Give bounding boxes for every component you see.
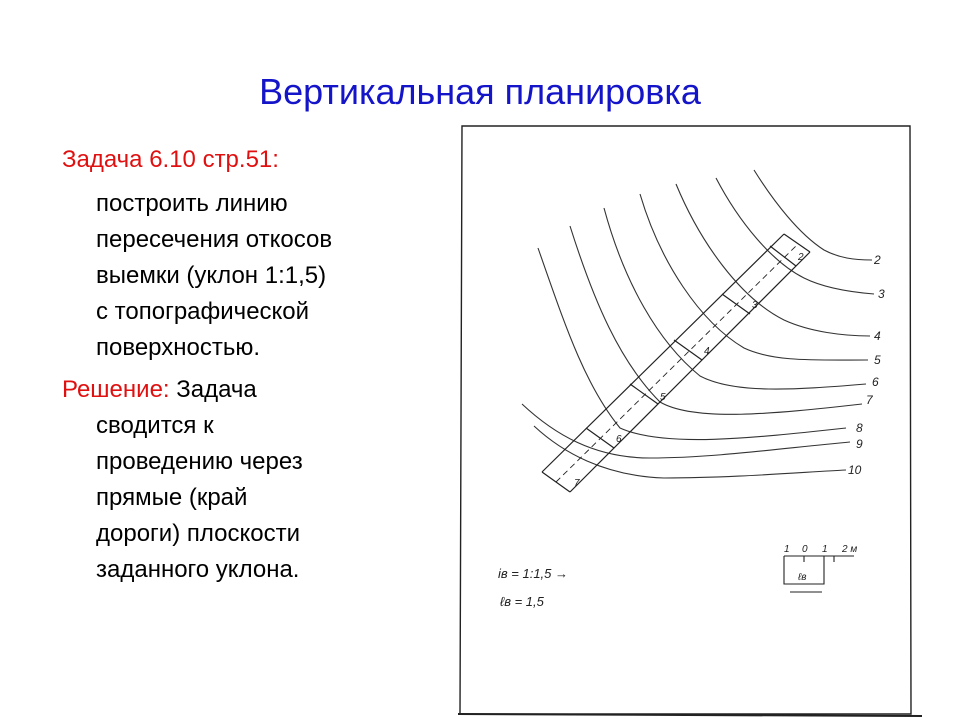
solution-line: прямые (край bbox=[96, 484, 248, 511]
solution-line: дороги) плоскости bbox=[96, 520, 300, 547]
task-line: с топографической bbox=[96, 298, 310, 325]
slope-notes bbox=[498, 566, 568, 609]
slide-title: Вертикальная планировка bbox=[259, 71, 701, 112]
contour-labels bbox=[848, 253, 885, 477]
solution-label: Решение: bbox=[62, 376, 170, 403]
solution-body bbox=[96, 408, 422, 588]
task-line: выемки (уклон 1:1,5) bbox=[96, 262, 327, 289]
scale-bar bbox=[784, 556, 854, 592]
task-line: построить линию bbox=[96, 190, 288, 217]
topographic-drawing bbox=[454, 122, 926, 720]
contour-label: 10 bbox=[848, 463, 862, 477]
solution-line: сводится к bbox=[96, 412, 214, 439]
task-body bbox=[96, 186, 422, 366]
slope-note: iв = 1:1,5 → bbox=[498, 566, 569, 581]
ratio-note: ℓв = 1,5 bbox=[500, 594, 544, 609]
road-mark: 2 bbox=[798, 252, 804, 263]
road-mark: 4 bbox=[704, 346, 710, 357]
contour-label: 5 bbox=[874, 353, 881, 367]
scale-tick: 0 bbox=[802, 544, 808, 555]
contour-label: 8 bbox=[856, 421, 863, 435]
solution-line: проведению через bbox=[96, 448, 303, 475]
contour-label: 6 bbox=[872, 375, 879, 389]
road-mark: 5 bbox=[660, 392, 666, 403]
text-block bbox=[62, 142, 422, 588]
task-line: поверхностью. bbox=[96, 334, 261, 361]
contour-label: 9 bbox=[856, 437, 863, 451]
task-heading: Задача 6.10 стр.51: bbox=[62, 146, 279, 173]
task-line: пересечения откосов bbox=[96, 226, 333, 253]
road-mark: 6 bbox=[616, 434, 622, 445]
road-mark: 3 bbox=[752, 300, 758, 311]
contour-lines bbox=[522, 170, 874, 478]
solution bbox=[62, 372, 422, 588]
contour-label: 2 bbox=[874, 253, 881, 267]
scale-tick: 2 м bbox=[842, 544, 858, 555]
solution-first: Задача bbox=[176, 376, 257, 403]
scale-tick: 1 bbox=[822, 544, 828, 555]
scale-label: ℓв bbox=[798, 572, 807, 583]
solution-line: заданного уклона. bbox=[96, 556, 300, 583]
scale-labels bbox=[784, 544, 857, 583]
contour-label: 7 bbox=[866, 393, 873, 407]
contour-label: 3 bbox=[878, 287, 885, 301]
scale-tick: 1 bbox=[784, 544, 790, 555]
road-strip bbox=[542, 234, 810, 492]
contour-label: 4 bbox=[874, 329, 881, 343]
road-mark: 7 bbox=[574, 478, 580, 489]
